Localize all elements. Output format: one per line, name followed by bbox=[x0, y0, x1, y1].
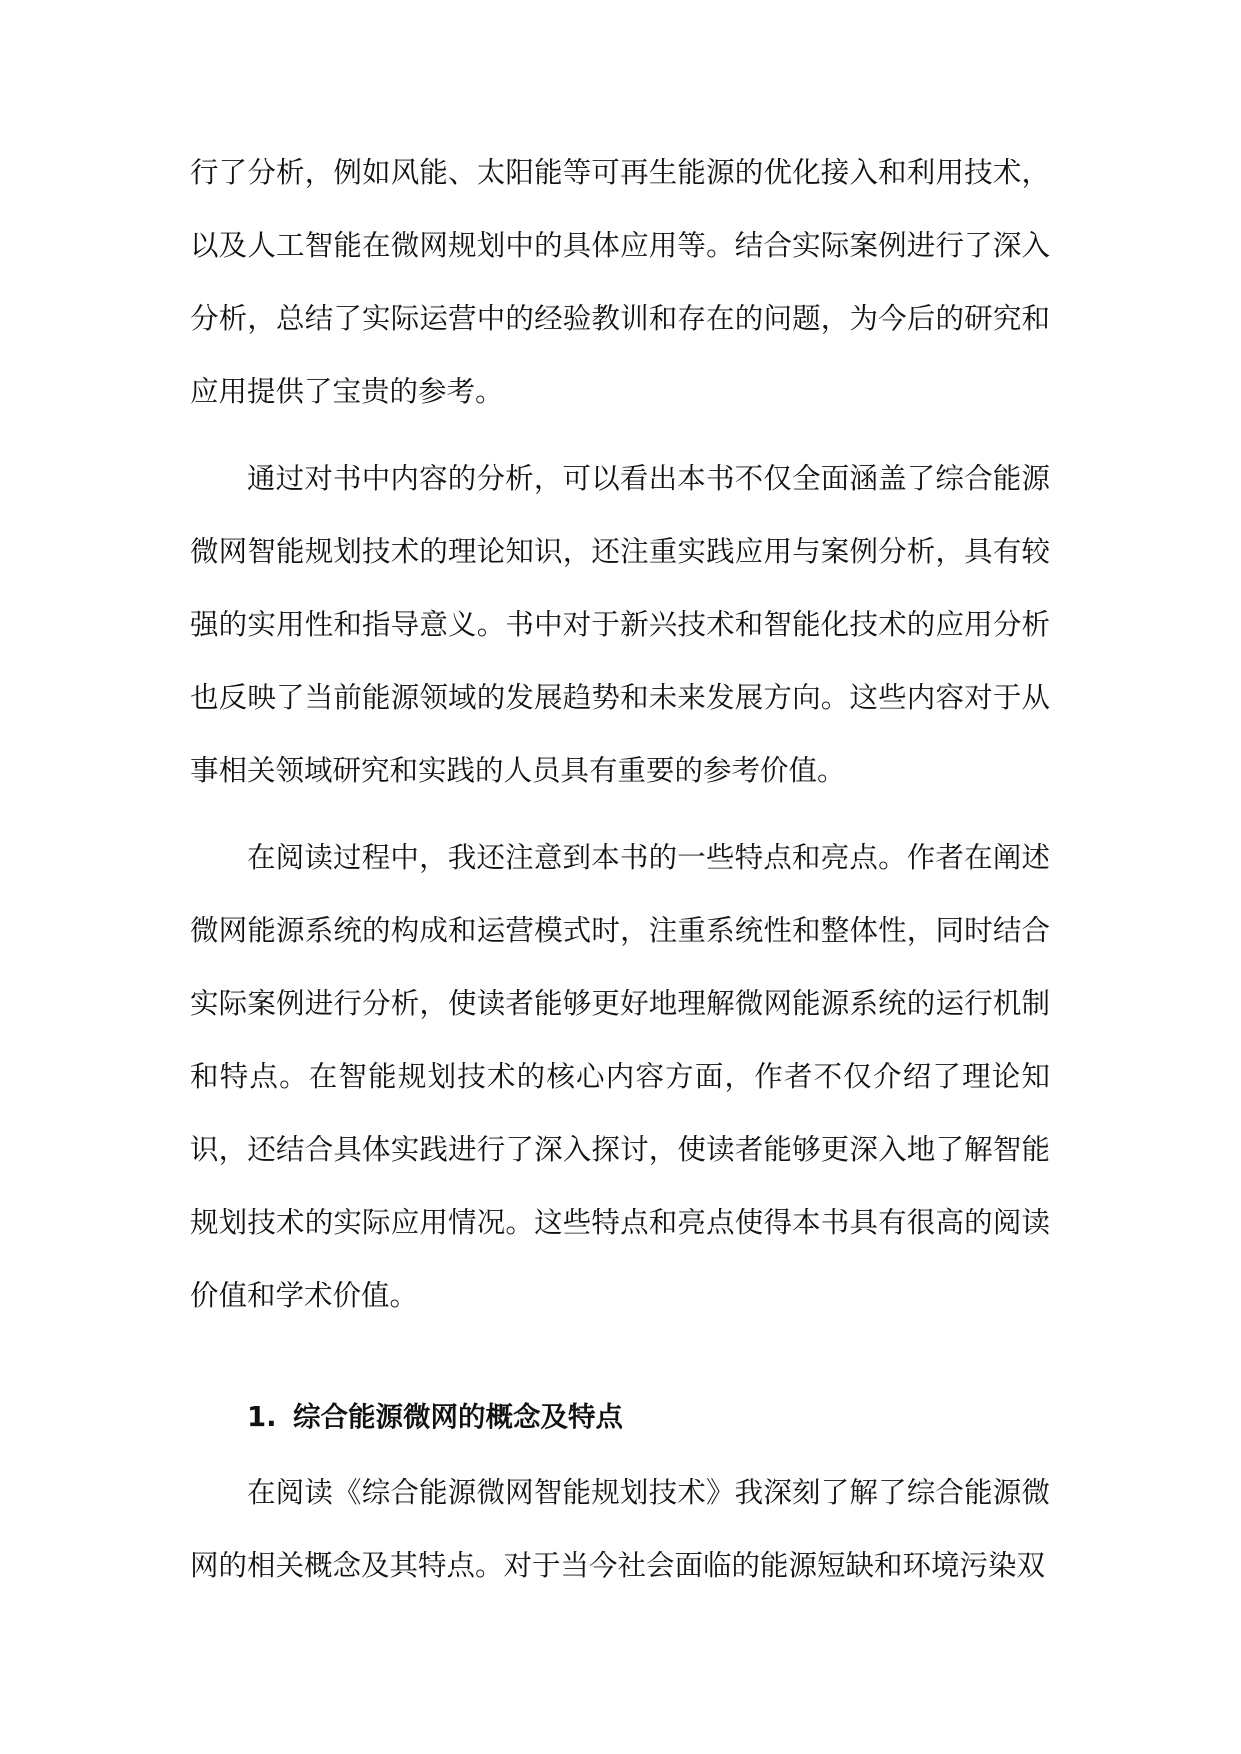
paragraph-continuation: 行了分析，例如风能、太阳能等可再生能源的优化接入和利用技术，以及人工智能在微网规划中的具体应用等。结合实际案例进行了深入分析，总结了实际运营中的经验教训和存在的问题，为今后的研究和应用提供了宝贵的参考。 bbox=[190, 156, 1050, 408]
paragraph-analysis-summary: 通过对书中内容的分析，可以看出本书不仅全面涵盖了综合能源微网智能规划技术的理论知识，还注重实践应用与案例分析，具有较强的实用性和指导意义。书中对于新兴技术和智能化技术的应用分析也反映了当前能源领域的发展趋势和未来发展方向。这些内容对于从事相关领域研究和实践的人员具有重要的参考价值。 bbox=[190, 462, 1050, 787]
paragraph-section-intro: 在阅读《综合能源微网智能规划技术》我深刻了解了综合能源微网的相关概念及其特点。对于当今社会面临的能源短缺和环境污染双 bbox=[190, 1476, 1050, 1582]
paragraph-features-highlights: 在阅读过程中，我还注意到本书的一些特点和亮点。作者在阐述微网能源系统的构成和运营模式时，注重系统性和整体性，同时结合实际案例进行分析，使读者能够更好地理解微网能源系统的运行机制和特点。在智能规划技术的核心内容方面，作者不仅介绍了理论知识，还结合具体实践进行了深入探讨，使读者能够更深入地了解智能规划技术的实际应用情况。这些特点和亮点使得本书具有很高的阅读价值和学术价值。 bbox=[190, 841, 1050, 1312]
body-text bbox=[190, 136, 1050, 1616]
section-title: 综合能源微网的概念及特点 bbox=[293, 1401, 623, 1433]
section-heading bbox=[190, 1381, 1050, 1454]
section-number: 1. bbox=[247, 1401, 277, 1433]
